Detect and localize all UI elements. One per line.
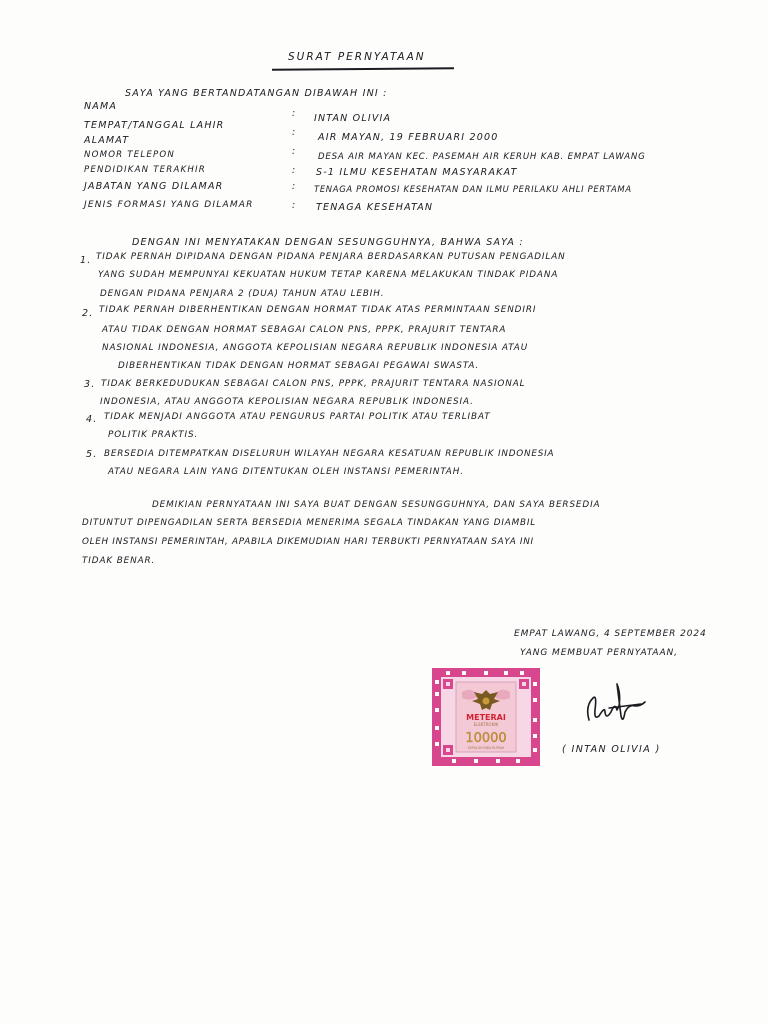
statement-intro: DENGAN INI MENYATAKAN DENGAN SESUNGGUHNYA, BAHWA SAYA : <box>132 237 524 248</box>
field-value-tempat-tanggal-lahir: AIR MAYAN, 19 FEBRUARI 2000 <box>318 132 499 143</box>
item-line: TIDAK PERNAH DIPIDANA DENGAN PIDANA PENJARA BERDASARKAN PUTUSAN PENGADILAN <box>96 252 566 262</box>
field-colon: : <box>292 127 297 138</box>
closing-line: TIDAK BENAR. <box>82 556 156 566</box>
field-value-nama: INTAN OLIVIA <box>314 113 392 124</box>
field-colon: : <box>292 181 297 192</box>
signer-name: ( INTAN OLIVIA ) <box>562 744 661 755</box>
field-label-alamat: ALAMAT <box>84 135 130 146</box>
field-value-jenis-formasi: TENAGA KESEHATAN <box>316 202 434 213</box>
item-line: TIDAK MENJADI ANGGOTA ATAU PENGURUS PARTAI POLITIK ATAU TERLIBAT <box>104 412 491 422</box>
meterai-sub-label: ELEKTRONIK <box>473 722 499 727</box>
field-colon: : <box>292 200 297 211</box>
meterai-code: SEPULUH RIBU RUPIAH <box>467 746 505 750</box>
item-line: ATAU TIDAK DENGAN HORMAT SEBAGAI CALON PNS, PPPK, PRAJURIT TENTARA <box>102 325 507 335</box>
field-label-nomor-telepon: NOMOR TELEPON <box>84 150 175 160</box>
item-line: TIDAK PERNAH DIBERHENTIKAN DENGAN HORMAT TIDAK ATAS PERMINTAAN SENDIRI <box>99 305 537 315</box>
item-line: YANG SUDAH MEMPUNYAI KEKUATAN HUKUM TETAP KARENA MELAKUKAN TINDAK PIDANA <box>98 270 559 280</box>
field-label-tempat-tanggal-lahir: TEMPAT/TANGGAL LAHIR <box>84 120 225 131</box>
item-line: INDONESIA, ATAU ANGGOTA KEPOLISIAN NEGARA REPUBLIK INDONESIA. <box>100 397 474 407</box>
field-label-nama: NAMA <box>84 101 118 112</box>
title-underline <box>272 67 454 70</box>
field-label-jabatan: JABATAN YANG DILAMAR <box>84 181 224 192</box>
field-label-jenis-formasi: JENIS FORMASI YANG DILAMAR <box>84 200 254 210</box>
meterai-label: METERAI <box>466 713 506 722</box>
document-title: SURAT PERNYATAAN <box>288 51 426 63</box>
field-value-jabatan: TENAGA PROMOSI KESEHATAN DAN ILMU PERILAKU AHLI PERTAMA <box>314 184 632 194</box>
field-colon: : <box>292 146 297 157</box>
signer-role: YANG MEMBUAT PERNYATAAN, <box>520 648 678 658</box>
item-number: 4. <box>86 414 98 425</box>
item-line: ATAU NEGARA LAIN YANG DITENTUKAN OLEH INSTANSI PEMERINTAH. <box>108 467 464 477</box>
field-label-pendidikan-terakhir: PENDIDIKAN TERAKHIR <box>84 165 206 175</box>
item-number: 1. <box>80 255 92 266</box>
meterai-value: 10000 <box>465 731 507 746</box>
item-number: 2. <box>82 308 94 319</box>
item-line: NASIONAL INDONESIA, ANGGOTA KEPOLISIAN NEGARA REPUBLIK INDONESIA ATAU <box>102 343 529 353</box>
field-value-pendidikan-terakhir: S-1 ILMU KESEHATAN MASYARAKAT <box>316 167 518 178</box>
meterai-stamp <box>432 668 540 766</box>
intro-text: SAYA YANG BERTANDATANGAN DIBAWAH INI : <box>125 88 388 99</box>
item-line: TIDAK BERKEDUDUKAN SEBAGAI CALON PNS, PPPK, PRAJURIT TENTARA NASIONAL <box>101 379 526 389</box>
closing-line: OLEH INSTANSI PEMERINTAH, APABILA DIKEMUDIAN HARI TERBUKTI PERNYATAAN SAYA INI <box>82 537 534 547</box>
field-value-alamat: DESA AIR MAYAN KEC. PASEMAH AIR KERUH KAB. EMPAT LAWANG <box>318 152 646 162</box>
closing-line: DEMIKIAN PERNYATAAN INI SAYA BUAT DENGAN SESUNGGUHNYA, DAN SAYA BERSEDIA <box>152 500 601 510</box>
item-line: DIBERHENTIKAN TIDAK DENGAN HORMAT SEBAGAI PEGAWAI SWASTA. <box>118 361 480 371</box>
item-number: 5. <box>86 449 98 460</box>
field-colon: : <box>292 165 297 176</box>
place-date: EMPAT LAWANG, 4 SEPTEMBER 2024 <box>514 629 707 639</box>
field-colon: : <box>292 108 297 119</box>
item-line: POLITIK PRAKTIS. <box>108 430 199 440</box>
item-line: DENGAN PIDANA PENJARA 2 (DUA) TAHUN ATAU LEBIH. <box>100 289 385 299</box>
item-line: BERSEDIA DITEMPATKAN DISELURUH WILAYAH NEGARA KESATUAN REPUBLIK INDONESIA <box>104 449 555 459</box>
closing-line: DITUNTUT DIPENGADILAN SERTA BERSEDIA MENERIMA SEGALA TINDAKAN YANG DIAMBIL <box>82 518 536 528</box>
handwritten-signature <box>575 676 655 736</box>
item-number: 3. <box>84 379 96 390</box>
meterai-graphic <box>432 668 540 766</box>
